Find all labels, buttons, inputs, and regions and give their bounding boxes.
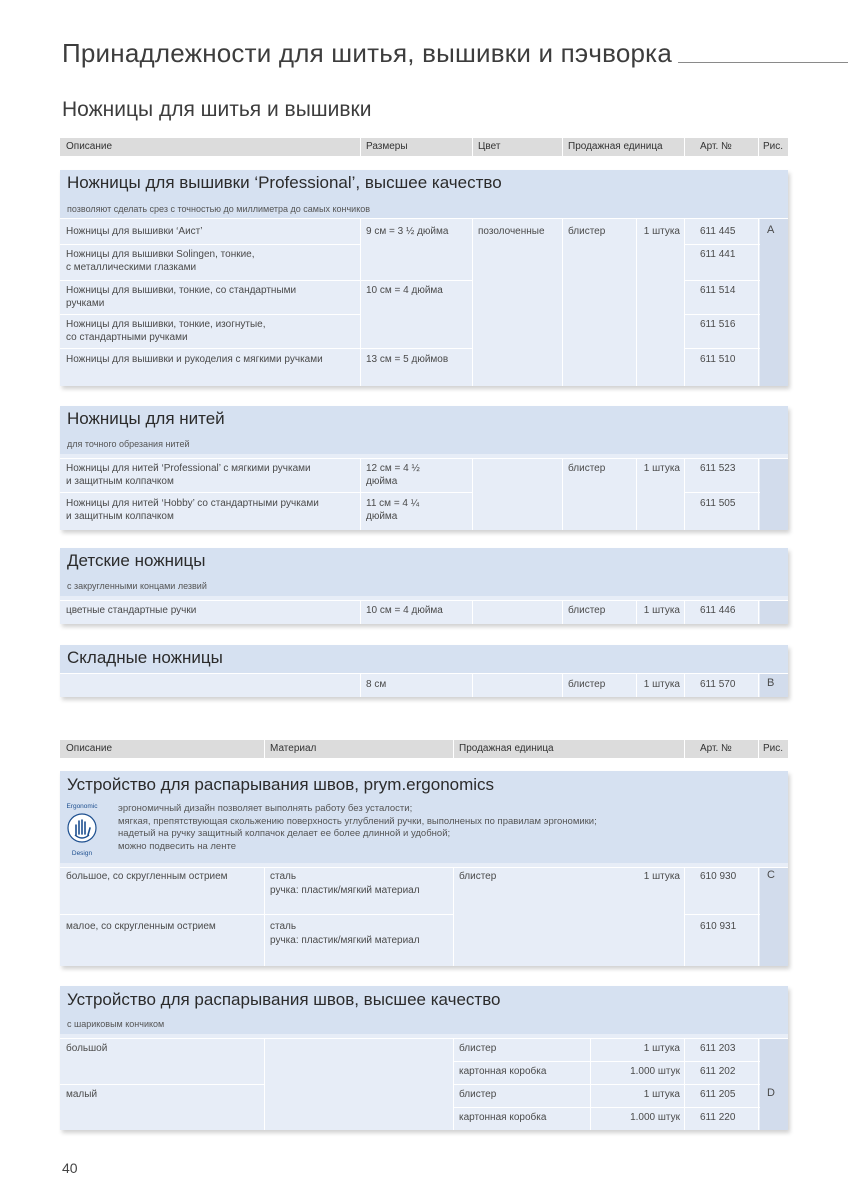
row-pack: картонная коробка xyxy=(459,1066,547,1077)
row-art: 611 203 xyxy=(700,1043,736,1054)
group-title: Устройство для распарывания швов, высшее качество xyxy=(67,990,501,1009)
feature-item: эргономичный дизайн позволяет выполнять работу без усталости; xyxy=(118,803,413,814)
row-desc-line2: ручками xyxy=(66,298,105,309)
row-desc: малый xyxy=(66,1089,98,1100)
row-fig: C xyxy=(767,869,775,881)
feature-item: мягкая, препятствующая скольжению поверхность углублений ручки, выполненых по правилам эргономики; xyxy=(118,815,597,827)
row-desc: Ножницы для вышивки, тонкие, со стандартными xyxy=(66,285,297,296)
header-art-no: Арт. № xyxy=(700,141,732,152)
row-qty: 1 штука xyxy=(643,1043,680,1054)
row-size-line2: дюйма xyxy=(366,476,398,487)
header-description: Описание xyxy=(66,743,113,754)
row-desc-line2: со стандартными ручками xyxy=(66,332,188,343)
row-desc: малое, со скругленным острием xyxy=(66,921,216,932)
group-subtitle: с закругленными концами лезвий xyxy=(67,581,207,591)
row-desc: Ножницы для вышивки Solingen, тонкие, xyxy=(66,249,255,260)
row-pack: блистер xyxy=(568,605,606,616)
row-material-line2: ручка: пластик/мягкий материал xyxy=(270,885,420,896)
table1-header xyxy=(60,138,788,156)
group-folding-scissors xyxy=(60,645,788,697)
row-art: 611 445 xyxy=(700,226,736,237)
svg-text:Ergonomic: Ergonomic xyxy=(66,803,98,810)
group-title: Устройство для распарывания швов, prym.ergonomics xyxy=(67,775,495,794)
row-fig: D xyxy=(767,1087,775,1099)
row-desc: большой xyxy=(66,1043,108,1054)
row-size: 10 см = 4 дюйма xyxy=(366,285,443,296)
row-art: 611 523 xyxy=(700,463,736,474)
header-sales-unit: Продажная единица xyxy=(459,743,554,754)
row-art: 611 570 xyxy=(700,679,736,690)
row-art: 611 514 xyxy=(700,285,736,296)
row-qty: 1 штука xyxy=(643,871,680,882)
row-material-line2: ручка: пластик/мягкий материал xyxy=(270,935,420,946)
row-desc: цветные стандартные ручки xyxy=(66,605,197,616)
row-desc-line2: и защитным колпачком xyxy=(66,511,174,522)
row-fig: B xyxy=(767,677,775,689)
page-title: Принадлежности для шитья, вышивки и пэчворка xyxy=(62,38,672,68)
header-fig: Рис. xyxy=(763,743,784,754)
row-pack: блистер xyxy=(459,1043,497,1054)
row-qty: 1 штука xyxy=(643,1089,680,1100)
row-qty: 1 штука xyxy=(643,605,680,616)
row-pack: блистер xyxy=(568,679,606,690)
row-size: 9 см = 3 ½ дюйма xyxy=(366,226,449,237)
row-pack: блистер xyxy=(459,871,497,882)
row-art: 611 505 xyxy=(700,498,736,509)
feature-list xyxy=(118,803,597,853)
row-art: 611 446 xyxy=(700,605,736,616)
row-qty: 1 штука xyxy=(643,679,680,690)
row-size-line2: дюйма xyxy=(366,511,398,522)
page-number: 40 xyxy=(62,1160,78,1176)
row-art: 610 931 xyxy=(700,921,737,932)
title-rule xyxy=(678,62,848,63)
header-color: Цвет xyxy=(478,141,501,152)
ergonomic-design-logo xyxy=(64,801,100,857)
row-desc: Ножницы для вышивки и рукоделия с мягкими ручками xyxy=(66,354,323,365)
row-size: 12 см = 4 ½ xyxy=(366,463,420,474)
group-title: Ножницы для вышивки ‘Professional’, высшее качество xyxy=(67,173,502,192)
header-art-no: Арт. № xyxy=(700,743,732,754)
row-pack: блистер xyxy=(459,1089,497,1100)
row-qty: 1 штука xyxy=(643,226,680,237)
group-title: Ножницы для нитей xyxy=(67,409,225,428)
header-fig: Рис. xyxy=(763,141,784,152)
row-desc: Ножницы для вышивки, тонкие, изогнутые, xyxy=(66,319,266,330)
row-pack: блистер xyxy=(568,226,606,237)
row-size: 8 см xyxy=(366,679,387,690)
row-color: позолоченные xyxy=(478,226,545,237)
row-size: 11 см = 4 ¼ xyxy=(366,498,420,509)
group-title: Детские ножницы xyxy=(67,551,206,570)
header-material: Материал xyxy=(270,743,317,754)
row-art: 611 205 xyxy=(700,1089,736,1100)
group-seam-ripper-premium xyxy=(60,986,788,1130)
row-art: 610 930 xyxy=(700,871,737,882)
header-description: Описание xyxy=(66,141,113,152)
table2-header xyxy=(60,740,788,758)
svg-text:Design: Design xyxy=(71,850,93,857)
section-title: Ножницы для шитья и вышивки xyxy=(62,98,372,121)
group-title: Складные ножницы xyxy=(67,648,223,667)
row-fig: A xyxy=(767,224,775,236)
row-size: 10 см = 4 дюйма xyxy=(366,605,443,616)
row-desc: Ножницы для нитей ‘Hobby’ со стандартными ручками xyxy=(66,498,319,509)
header-sales-unit: Продажная единица xyxy=(568,141,663,152)
row-art: 611 516 xyxy=(700,319,736,330)
feature-item: можно подвесить на ленте xyxy=(118,840,236,852)
group-subtitle: для точного обрезания нитей xyxy=(67,439,190,449)
row-desc: Ножницы для вышивки ‘Аист’ xyxy=(66,226,203,237)
group-seam-ripper-ergonomics xyxy=(60,771,788,966)
row-desc: Ножницы для нитей ‘Professional’ с мягкими ручками xyxy=(66,463,311,474)
row-qty: 1.000 штук xyxy=(630,1066,680,1077)
row-qty: 1 штука xyxy=(643,463,680,474)
row-material: сталь xyxy=(270,921,297,932)
feature-item: надетый на ручку защитный колпачок делает ее более длинной и удобной; xyxy=(118,828,451,839)
row-art: 611 202 xyxy=(700,1066,736,1077)
row-size: 13 см = 5 дюймов xyxy=(366,354,449,365)
group-subtitle: позволяют сделать срез с точностью до миллиметра до самых кончиков xyxy=(67,204,371,214)
row-desc-line2: и защитным колпачком xyxy=(66,476,174,487)
row-pack: блистер xyxy=(568,463,606,474)
row-pack: картонная коробка xyxy=(459,1112,547,1123)
row-desc: большое, со скругленным острием xyxy=(66,871,228,882)
group-children-scissors xyxy=(60,548,788,624)
row-desc-line2: с металлическими глазками xyxy=(66,262,197,273)
row-art: 611 220 xyxy=(700,1112,736,1123)
row-qty: 1.000 штук xyxy=(630,1112,680,1123)
group-subtitle: с шариковым кончиком xyxy=(67,1019,165,1029)
group-embroidery-scissors xyxy=(60,170,788,386)
row-art: 611 510 xyxy=(700,354,736,365)
row-art: 611 441 xyxy=(700,249,736,260)
header-sizes: Размеры xyxy=(366,141,408,152)
row-material: сталь xyxy=(270,871,297,882)
group-thread-scissors xyxy=(60,406,788,530)
